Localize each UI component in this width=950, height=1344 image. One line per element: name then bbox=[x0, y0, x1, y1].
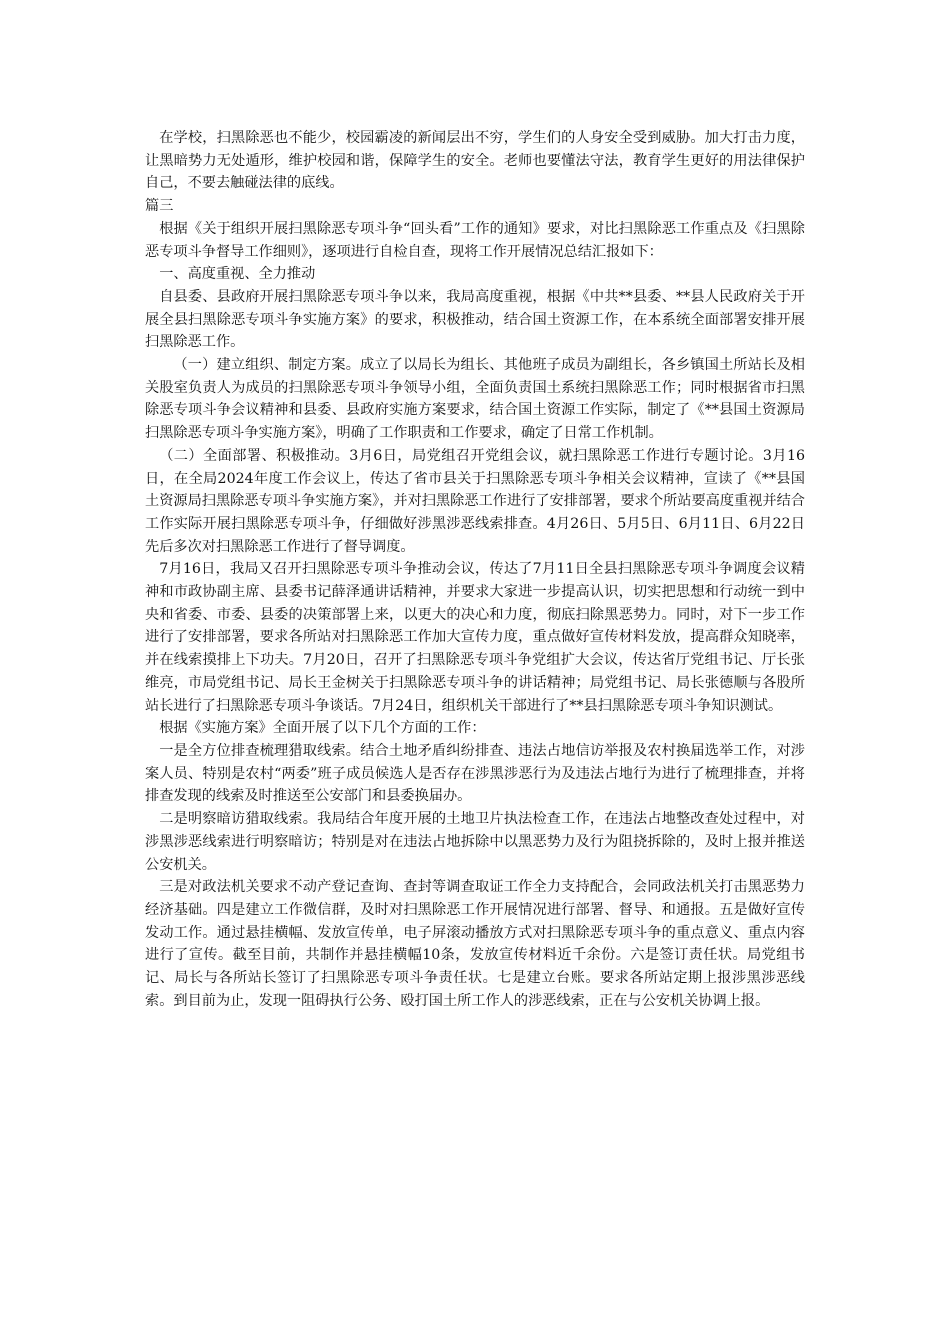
paragraph-county-committee: 自县委、县政府开展扫黑除恶专项斗争以来，我局高度重视，根据《中共**县委、**县人民政府关于开展全县扫黑除恶专项斗争实施方案》的要求，积极推动，结合国土资源工作，在本系统全面部署安排开展扫黑除恶工作。 bbox=[145, 288, 805, 351]
paragraph-item-three: 三是对政法机关要求不动产登记查询、查封等调查取证工作全力支持配合，会同政法机关打击黑恶势力经济基础。四是建立工作微信群，及时对扫黑除恶工作开展情况进行部署、督导、和通报。五是做好宣传发动工作。通过悬挂横幅、发放宣传单，电子屏滚动播放方式对扫黑除恶专项斗争的重点意义、重点内容进行了宣传。截至目前，共制作并悬挂横幅10条，发放宣传材料近千余份。六是签订责任状。局党组书记、局长与各所站长签订了扫黑除恶专项斗争责任状。七是建立台账。要求各所站定期上报涉黑涉恶线索。到目前为止，发现一阻碍执行公务、殴打国土所工作人的涉恶线索，正在与公安机关协调上报。 bbox=[145, 879, 805, 1009]
paragraph-establish-organization: （一）建立组织、制定方案。成立了以局长为组长、其他班子成员为副组长，各乡镇国土所站长及相关股室负责人为成员的扫黑除恶专项斗争领导小组，全面负责国土系统扫黑除恶工作；同时根据省市扫黑除恶专项斗争会议精神和县委、县政府实施方案要求，结合国土资源工作实际，制定了《**县国土资源局扫黑除恶专项斗争实施方案》，明确了工作职责和工作要求，确定了日常工作机制。 bbox=[145, 357, 805, 442]
heading-high-attention: 一、高度重视、全力推动 bbox=[159, 266, 316, 283]
paragraph-school: 在学校，扫黑除恶也不能少，校园霸凌的新闻层出不穷，学生们的人身安全受到威胁。加大打击力度，让黑暗势力无处遁形，维护校园和谐，保障学生的安全。老师也要懂法守法，教育学生更好的用法律保护自己，不要去触碰法律的底线。 bbox=[145, 130, 805, 192]
document-body bbox=[145, 127, 805, 1012]
paragraph-item-one: 一是全方位排查梳理猎取线索。结合土地矛盾纠纷排查、违法占地信访举报及农村换届选举工作，对涉案人员、特别是农村“两委”班子成员候选人是否存在涉黑涉恶行为及违法占地行为进行了梳理排查，并将排查发现的线索及时推送至公安部门和县委换届办。 bbox=[145, 742, 805, 805]
paragraph-item-two: 二是明察暗访猎取线索。我局结合年度开展的土地卫片执法检查工作，在违法占地整改查处过程中，对涉黑涉恶线索进行明察暗访；特别是对在违法占地拆除中以黑恶势力及行为阻挠拆除的，及时上报并推送公安机关。 bbox=[145, 811, 805, 873]
paragraph-comprehensive-deployment: （二）全面部署、积极推动。3月6日，局党组召开党组会议，就扫黑除恶工作进行专题讨论。3月16日，在全局2024年度工作会议上，传达了省市县关于扫黑除恶专项斗争相关会议精神，宣读了《**县国土资源局扫黑除恶专项斗争实施方案》，并对扫黑除恶工作进行了安排部署，要求个所站要高度重视并结合工作实际开展扫黑除恶专项斗争，仔细做好涉黑涉恶线索排查。4月26日、5月5日、6月11日、6月22日先后多次对扫黑除恶工作进行了督导调度。 bbox=[145, 447, 805, 555]
paragraph-implementation-plan: 根据《实施方案》全面开展了以下几个方面的工作： bbox=[159, 720, 486, 737]
paragraph-intro: 根据《关于组织开展扫黑除恶专项斗争“回头看”工作的通知》要求，对比扫黑除恶工作重点及《扫黑除恶专项斗争督导工作细则》，逐项进行自检自查，现将工作开展情况总结汇报如下： bbox=[145, 220, 805, 260]
section-heading-part-three: 篇三 bbox=[145, 198, 174, 215]
paragraph-july-meeting: 7月16日，我局又召开扫黑除恶专项斗争推动会议，传达了7月11日全县扫黑除恶专项斗争调度会议精神和市政协副主席、县委书记薛泽通讲话精神，并要求大家进一步提高认识，切实把思想和行动统一到中央和省委、市委、县委的决策部署上来，以更大的决心和力度，彻底扫除黑恶势力。同时，对下一步工作进行了安排部署，要求各所站对扫黑除恶工作加大宣传力度，重点做好宣传材料发放，提高群众知晓率，并在线索摸排上下功夫。7月20日，召开了扫黑除恶专项斗争党组扩大会议，传达省厅党组书记、厅长张维亮，市局党组书记、局长王金树关于扫黑除恶专项斗争的讲话精神；局党组书记、局长张德顺与各股所站长进行了扫黑除恶专项斗争谈话。7月24日，组织机关干部进行了**县扫黑除恶专项斗争知识测试。 bbox=[145, 561, 805, 714]
